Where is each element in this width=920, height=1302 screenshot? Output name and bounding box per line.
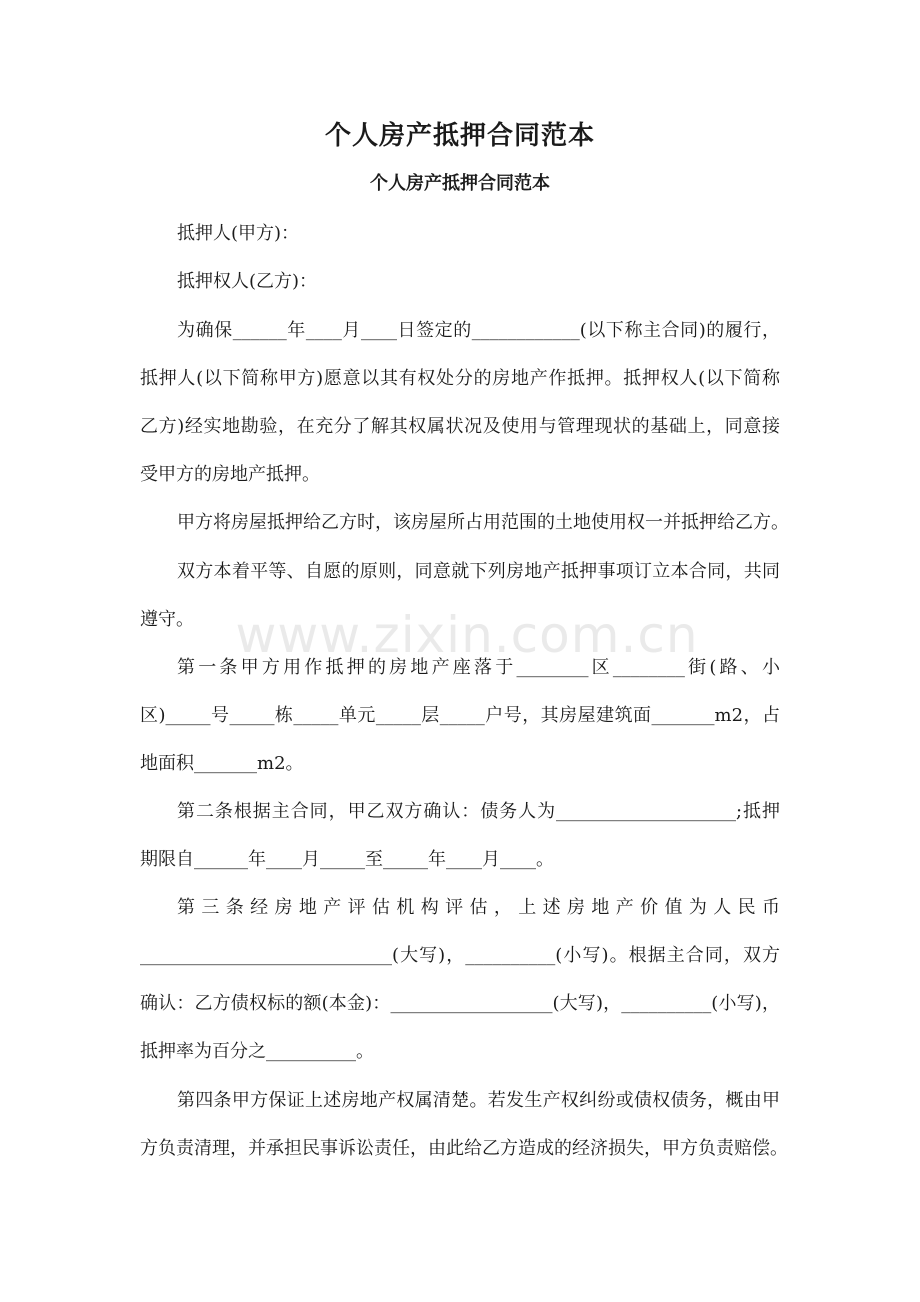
- article-3-line: 第三条经房地产评估机构评估，上述房地产价值为人民币: [177, 897, 780, 918]
- paragraph-line: 遵守。: [140, 609, 194, 630]
- paragraph-line: 为确保______年____月____日签定的____________(以下称主合同)的履行，: [177, 320, 780, 341]
- article-4-line: 方负责清理，并承担民事诉讼责任，由此给乙方造成的经济损失，甲方负责赔偿。: [140, 1138, 788, 1159]
- mortgagee-label: 抵押权人(乙方)：: [177, 271, 318, 292]
- paragraph-line: 乙方)经实地勘验，在充分了解其权属状况及使用与管理现状的基础上，同意接: [140, 416, 780, 437]
- article-1-line: 地面积_______m2。: [140, 753, 304, 774]
- article-4-line: 第四条甲方保证上述房地产权属清楚。若发生产权纠纷或债权债务，概由甲: [177, 1090, 780, 1111]
- article-3-line: ____________________________(大写)，__________(小写)。根据主合同，双方: [140, 945, 780, 966]
- article-3-line: 抵押率为百分之__________。: [140, 1041, 374, 1062]
- paragraph-line: 抵押人(以下简称甲方)愿意以其有权处分的房地产作抵押。抵押权人(以下简称: [140, 368, 780, 389]
- paragraph-line: 双方本着平等、自愿的原则，同意就下列房地产抵押事项订立本合同，共同: [177, 561, 780, 582]
- document-subtitle: 个人房产抵押合同范本: [370, 173, 550, 194]
- article-1-line: 区)_____号_____栋_____单元_____层_____户号，其房屋建筑面_______m2，占: [140, 705, 780, 726]
- mortgagor-label: 抵押人(甲方)：: [177, 223, 300, 244]
- paragraph-line: 甲方将房屋抵押给乙方时，该房屋所占用范围的土地使用权一并抵押给乙方。: [177, 512, 789, 533]
- article-2-line: 第二条根据主合同，甲乙双方确认：债务人为____________________;抵押: [177, 801, 780, 822]
- article-3-line: 确认：乙方债权标的额(本金)：__________________(大写)，__________(小写)，: [140, 993, 780, 1014]
- paragraph-line: 受甲方的房地产抵押。: [140, 464, 320, 485]
- article-2-line: 期限自______年____月_____至_____年____月____。: [140, 849, 554, 870]
- document-title: 个人房产抵押合同范本: [324, 121, 595, 151]
- article-1-line: 第一条甲方用作抵押的房地产座落于________区________街(路、小: [177, 657, 780, 678]
- watermark: www.zixin.com.cn: [235, 606, 699, 664]
